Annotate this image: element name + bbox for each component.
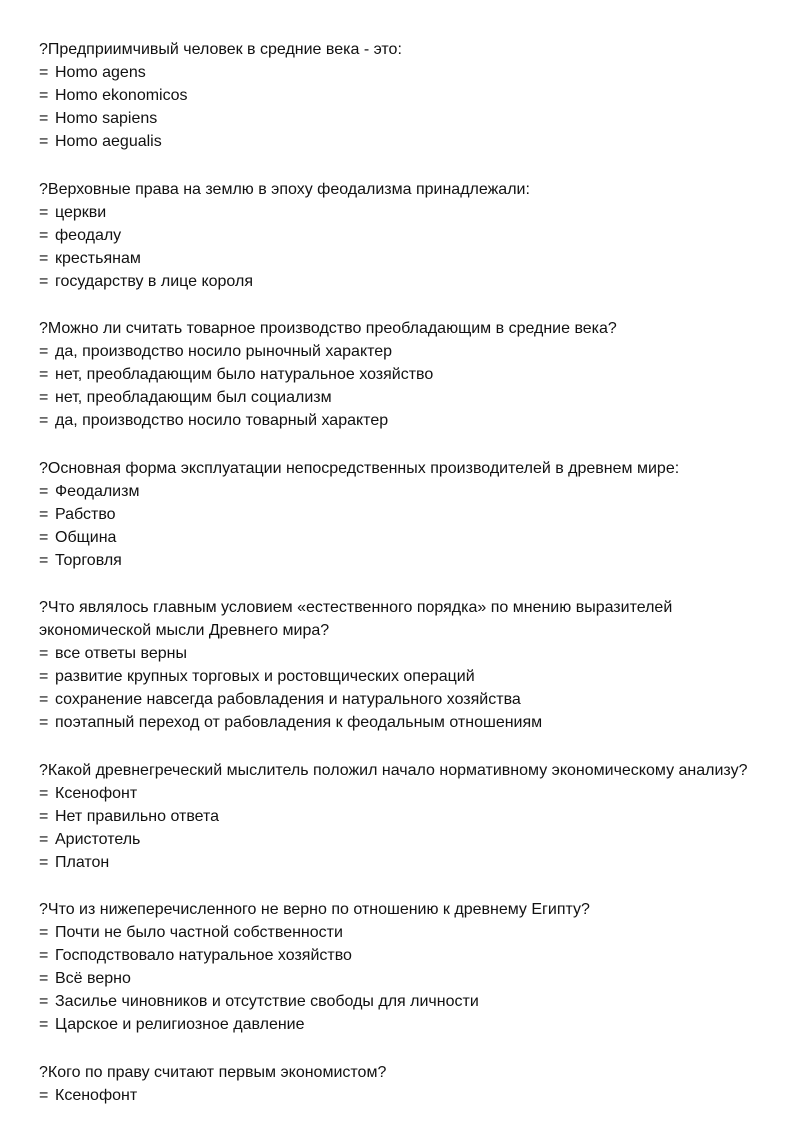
answer-option [39,805,759,828]
answer-marker: = [39,830,49,848]
question-text: ?Предприимчивый человек в средние века - это: [39,41,402,58]
answer-option [39,990,759,1013]
answer-option [39,224,759,247]
answer-text: все ответы верны [55,645,187,662]
answer-text: феодалу [55,226,122,244]
question-block [39,178,759,293]
answer-marker: = [39,249,49,267]
question-block [39,898,759,1036]
answer-text: да, производство носило товарный характер [55,412,389,429]
answer-option [39,480,759,503]
answer-marker: = [39,482,49,500]
answer-option [39,688,759,711]
question-text: ?Верховные права на землю в эпоху феодализма принадлежали: [39,180,530,198]
answer-text: государству в лице короля [55,272,253,290]
answer-text: Торговля [55,551,122,569]
answer-option [39,201,759,224]
answer-marker: = [39,133,49,150]
answer-marker: = [39,272,49,290]
answer-marker: = [39,110,49,127]
answer-text: сохранение навсегда рабовладения и натурального хозяйства [55,691,521,708]
answer-option [39,340,759,363]
answer-text: Аристотель [55,830,141,848]
question-text: ?Что из нижеперечисленного не верно по отношению к древнему Египту? [39,901,590,918]
answer-text: Феодализм [55,482,140,500]
answer-text: да, производство носило рыночный характер [55,343,393,360]
answer-marker: = [39,691,49,708]
answer-option [39,851,759,874]
answer-option [39,1084,759,1107]
answer-option [39,270,759,293]
answer-option [39,944,759,967]
question-block [39,457,759,572]
answer-marker: = [39,924,49,941]
answer-text: Homo agens [55,64,146,81]
answer-marker: = [39,366,49,383]
question-text: ?Можно ли считать товарное производство преобладающим в средние века? [39,320,617,337]
answer-option [39,363,759,386]
answer-marker: = [39,64,49,81]
answer-option [39,247,759,270]
answer-marker: = [39,947,49,964]
answer-marker: = [39,203,49,221]
answer-marker: = [39,528,49,546]
answer-marker: = [39,226,49,244]
answer-text: Homo sapiens [55,110,158,127]
answer-text: нет, преобладающим было натуральное хозяйство [55,366,434,383]
answer-option [39,967,759,990]
answer-marker: = [39,807,49,825]
answer-text: Homo ekonomicos [55,87,188,104]
answer-marker: = [39,343,49,360]
answer-option [39,84,759,107]
answer-text: Господствовало натуральное хозяйство [55,947,352,964]
answer-text: Засилье чиновников и отсутствие свободы для личности [55,993,479,1010]
answer-text: Почти не было частной собственности [55,924,343,941]
answer-marker: = [39,505,49,523]
answer-text: Община [55,528,117,546]
question-block [39,1061,759,1107]
answer-option [39,828,759,851]
question-block [39,759,759,874]
answer-marker: = [39,784,49,802]
answer-text: развитие крупных торговых и ростовщических операций [55,668,475,685]
answer-option [39,665,759,688]
question-block [39,596,759,734]
answer-option [39,1013,759,1036]
answer-marker: = [39,714,49,731]
answer-text: Ксенофонт [55,784,138,802]
answer-marker: = [39,1016,49,1033]
answer-marker: = [39,993,49,1010]
question-block [39,38,759,153]
answer-option [39,711,759,734]
answer-text: Рабство [55,505,116,523]
question-text: ?Какой древнегреческий мыслитель положил начало нормативному экономическому анализу? [39,761,748,779]
answer-option [39,526,759,549]
question-text: ?Кого по праву считают первым экономистом? [39,1063,387,1081]
test-document [39,38,759,1131]
answer-option [39,386,759,409]
answer-option [39,61,759,84]
answer-marker: = [39,412,49,429]
answer-marker: = [39,87,49,104]
answer-option [39,921,759,944]
answer-option [39,409,759,432]
answer-marker: = [39,1086,49,1104]
answer-option [39,107,759,130]
answer-text: Платон [55,853,110,871]
answer-marker: = [39,645,49,662]
answer-marker: = [39,970,49,987]
answer-text: нет, преобладающим был социализм [55,389,332,406]
answer-option [39,503,759,526]
answer-marker: = [39,551,49,569]
answer-text: Всё верно [55,970,131,987]
answer-marker: = [39,389,49,406]
answer-text: Homo aegualis [55,133,162,150]
answer-option [39,642,759,665]
answer-text: поэтапный переход от рабовладения к феодальным отношениям [55,714,543,731]
question-text: ?Что являлось главным условием «естественного порядка» по мнению выразителей экономической мысли Древнего мира? [39,599,673,639]
answer-text: крестьянам [55,249,141,267]
question-text: ?Основная форма эксплуатации непосредственных производителей в древнем мире: [39,459,680,477]
question-block [39,317,759,432]
answer-option [39,782,759,805]
answer-text: Нет правильно ответа [55,807,220,825]
answer-text: Царское и религиозное давление [55,1016,305,1033]
answer-option [39,549,759,572]
answer-option [39,130,759,153]
answer-marker: = [39,668,49,685]
answer-text: Ксенофонт [55,1086,138,1104]
answer-marker: = [39,853,49,871]
answer-text: церкви [55,203,107,221]
